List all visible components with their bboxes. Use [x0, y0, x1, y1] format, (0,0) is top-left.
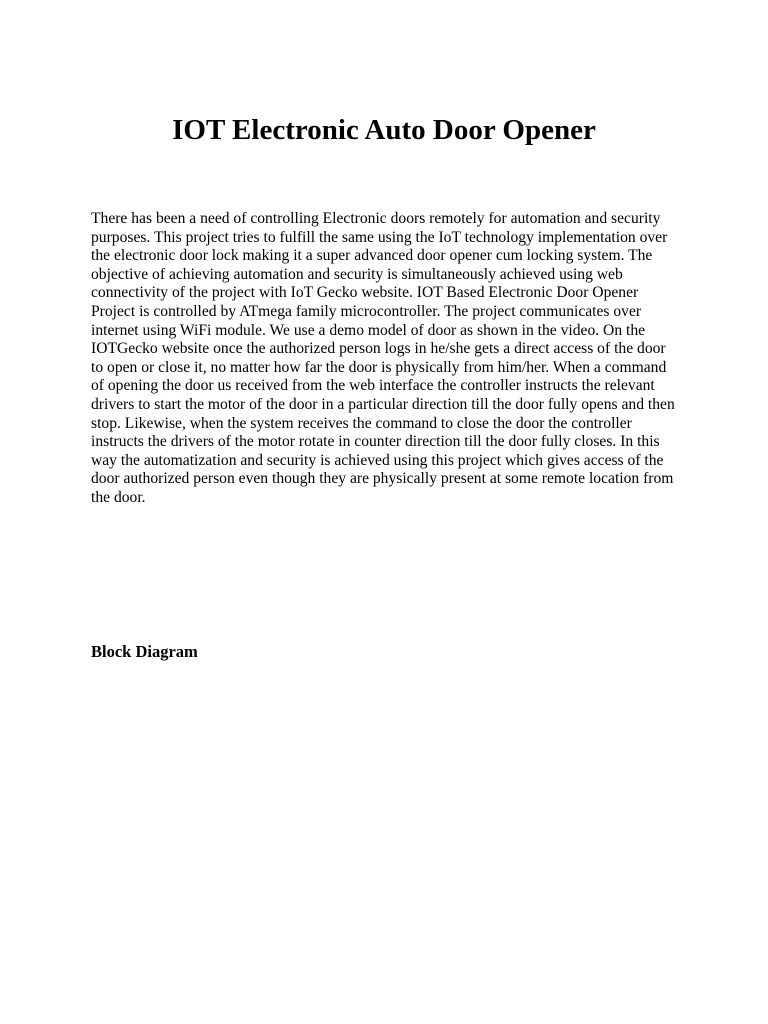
document-body-paragraph: There has been a need of controlling Electronic doors remotely for automation and security purposes. This project tries to fulfill the same using the IoT technology implementation over the electronic door lock making it a super advanced door opener cum locking system. The objective of achieving automation and security is simultaneously achieved using web connectivity of the project with IoT Gecko website. IOT Based Electronic Door Opener Project is controlled by ATmega family microcontroller. The project communicates over internet using WiFi module. We use a demo model of door as shown in the video. On the IOTGecko website once the authorized person logs in he/she gets a direct access of the door to open or close it, no matter how far the door is physically from him/her. When a command of opening the door us received from the web interface the controller instructs the relevant drivers to start the motor of the door in a particular direction till the door fully opens and then stop. Likewise, when the system receives the command to close the door the controller instructs the drivers of the motor rotate in counter direction till the door fully closes. In this way the automatization and security is achieved using this project which gives access of the door authorized person even though they are physically present at some remote location from the door.	[91, 210, 675, 506]
document-title: IOT Electronic Auto Door Opener	[172, 114, 596, 146]
section-heading-block-diagram: Block Diagram	[91, 642, 198, 661]
